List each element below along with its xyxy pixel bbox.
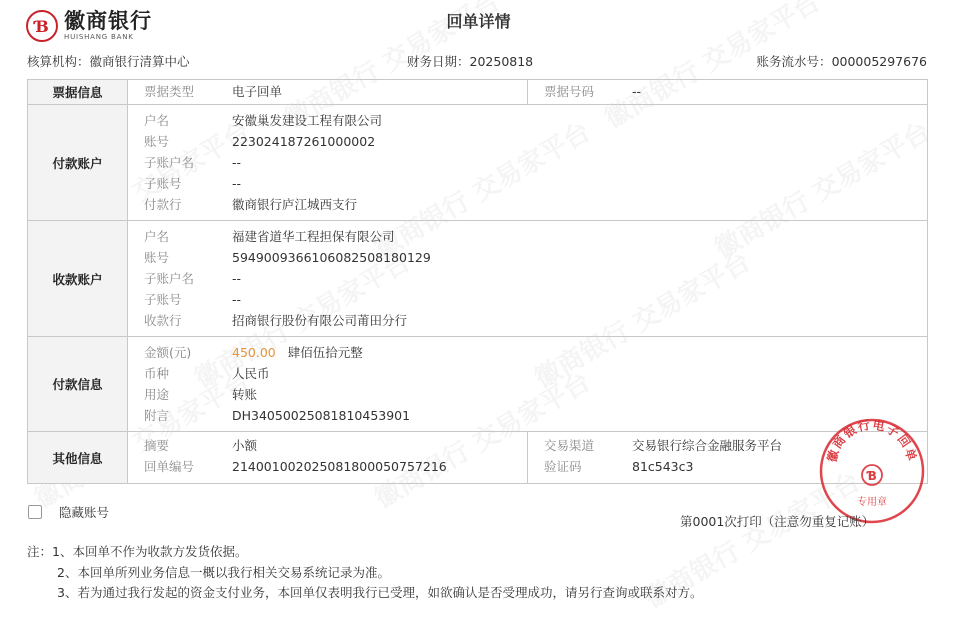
hide-account-toggle[interactable]	[28, 503, 109, 521]
list-item	[128, 110, 927, 131]
payer-row	[28, 105, 928, 221]
notes	[27, 542, 702, 604]
ticket-no-cell	[528, 80, 928, 105]
currency-label: 币种	[144, 366, 170, 381]
date-info	[407, 52, 533, 70]
code-label: 验证码	[544, 459, 582, 474]
field-label: 收款行	[144, 313, 182, 328]
list-item	[128, 173, 927, 194]
date-value: 20250818	[469, 54, 534, 69]
receipt-no-value: 21400100202508180005075721​6	[232, 459, 447, 474]
field-value: --	[232, 155, 242, 170]
section-payer: 付款账户	[28, 105, 128, 221]
field-label: 子账号	[144, 292, 182, 307]
field-value: --	[232, 271, 242, 286]
org-info	[27, 52, 190, 70]
memo-label: 附言	[144, 408, 170, 423]
list-item	[128, 268, 927, 289]
channel-label: 交易渠道	[544, 438, 595, 453]
field-label: 账号	[144, 250, 170, 265]
note-item: 2、本回单所列业务信息一概以我行相关交易系统记录为准。	[57, 564, 390, 580]
ticket-type-value: 电子回单	[232, 84, 283, 99]
field-label: 子账号	[144, 176, 182, 191]
stamp-arc-text: 徽商银行电子回单	[824, 417, 920, 464]
other-row	[28, 432, 928, 484]
amount-words: 肆佰伍拾元整	[287, 345, 363, 360]
payee-row	[28, 221, 928, 337]
receipt-table	[27, 79, 928, 484]
field-value: 5949009366106082508180129	[232, 250, 431, 265]
field-label: 子账户名	[144, 271, 195, 286]
list-item	[128, 247, 927, 268]
payment-details	[128, 337, 928, 432]
serial-label: 账务流水号：	[756, 54, 832, 69]
bank-name-en: HUISHANG BANK	[64, 33, 134, 41]
serial-value: 000005297676	[831, 54, 927, 69]
hide-account-checkbox[interactable]	[28, 505, 42, 519]
official-stamp	[818, 417, 926, 525]
section-ticket: 票据信息	[28, 80, 128, 105]
memo-row	[128, 405, 927, 426]
payer-details	[128, 105, 928, 221]
currency-value: 人民币	[232, 366, 270, 381]
list-item	[128, 310, 927, 331]
bank-name-cn: 徽商银行	[64, 9, 152, 33]
ticket-no-label: 票据号码	[544, 84, 595, 99]
purpose-label: 用途	[144, 387, 170, 402]
field-label: 子账户名	[144, 155, 195, 170]
field-label: 户名	[144, 229, 170, 244]
bank-logo-icon: Ɓ	[26, 10, 58, 42]
amount-label: 金额(元)	[144, 345, 192, 360]
field-value: 安徽巢发建设工程有限公司	[232, 113, 383, 128]
field-value: 福建省道华工程担保有限公司	[232, 229, 395, 244]
purpose-value: 转账	[232, 387, 258, 402]
field-value: 223024187261000002	[232, 134, 376, 149]
stamp-bottom-text: 专用章	[857, 497, 887, 508]
summary-label: 摘要	[144, 438, 170, 453]
stamp-logo-mark: Ɓ	[867, 469, 877, 483]
receipt-no-label: 回单编号	[144, 459, 195, 474]
currency-row	[128, 363, 927, 384]
field-label: 户名	[144, 113, 170, 128]
memo-value: DH34050025081810453901	[232, 408, 411, 423]
page-title: 回单详情	[446, 12, 511, 31]
section-other: 其他信息	[28, 432, 128, 484]
section-payment: 付款信息	[28, 337, 128, 432]
section-payee: 收款账户	[28, 221, 128, 337]
payee-details	[128, 221, 928, 337]
field-value: --	[232, 176, 242, 191]
hide-account-label: 隐藏账号	[59, 505, 110, 520]
field-value: --	[232, 292, 242, 307]
summary-value: 小额	[232, 438, 258, 453]
ticket-type-cell	[128, 80, 528, 105]
ticket-no-value: --	[632, 84, 642, 99]
list-item	[128, 152, 927, 173]
code-value: 81c543c3	[632, 459, 694, 474]
payment-row	[28, 337, 928, 432]
amount-row	[128, 342, 927, 363]
field-value: 招商银行股份有限公司莆田分行	[232, 313, 408, 328]
org-label: 核算机构：	[27, 54, 90, 69]
purpose-row	[128, 384, 927, 405]
other-left	[128, 432, 528, 484]
field-value: 徽商银行庐江城西支行	[232, 197, 358, 212]
date-label: 财务日期：	[407, 54, 470, 69]
amount-value: 450.00	[232, 345, 276, 360]
svg-text:徽商银行电子回单	[824, 417, 920, 463]
ticket-type-label: 票据类型	[144, 84, 195, 99]
list-item	[128, 194, 927, 215]
field-label: 账号	[144, 134, 170, 149]
org-value: 徽商银行清算中心	[89, 54, 190, 69]
serial-info	[757, 52, 927, 70]
list-item	[128, 131, 927, 152]
note-item: 3、若为通过我行发起的资金支付业务，本回单仅表明我行已受理，如欲确认是否受理成功，请另行查询或联系对方。	[57, 585, 703, 600]
list-item	[128, 226, 927, 247]
list-item	[128, 289, 927, 310]
field-label: 付款行	[144, 197, 182, 212]
ticket-row	[28, 80, 928, 105]
note-item: 注：1、本回单不作为收款方发货依据。	[27, 544, 248, 559]
channel-value: 交易银行综合金融服务平台	[632, 438, 783, 453]
print-count: 第0001次打印（注意勿重复记账）	[680, 514, 875, 529]
